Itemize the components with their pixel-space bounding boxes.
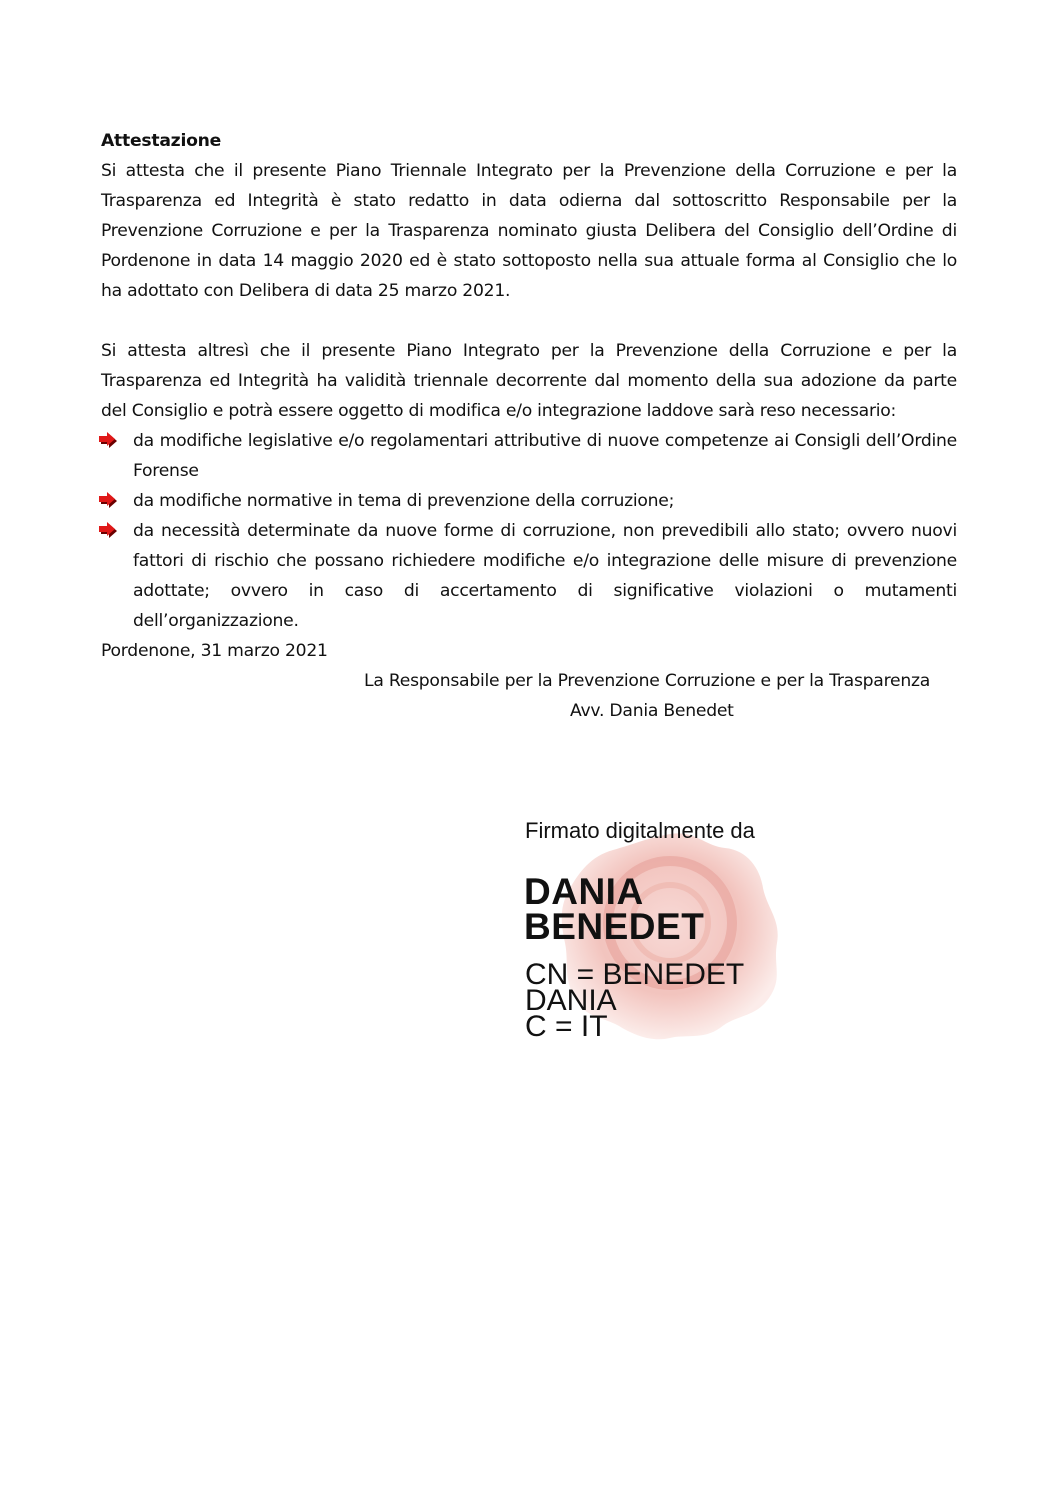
signature-country: C = IT [525, 1010, 608, 1043]
attestation-paragraph: Si attesta che il presente Piano Triennale Integrato per la Prevenzione della Corruzione e per la Trasparenza ed Integrità è stato redatto in data odierna dal sottoscritto Responsabile per la Prevenzione Corruzione e per la Trasparenza nominato giusta Delibera del Consiglio dell’Ordine di Pordenone in data 14 maggio 2020 ed è stato sottoposto nella sua attuale forma al Consiglio che lo ha adottato con Delibera di data 25 marzo 2021. [101, 161, 957, 301]
section-heading: Attestazione [101, 131, 222, 151]
place-date: Pordenone, 31 marzo 2021 [101, 641, 328, 661]
list-item-text: da modifiche normative in tema di prevenzione della corruzione; [133, 491, 675, 511]
signature-cn-continued: DANIA [525, 984, 617, 1017]
signer-lastname: BENEDET [524, 906, 705, 947]
conditions-list [101, 426, 957, 636]
red-arrow-icon [99, 522, 119, 538]
red-arrow-icon [99, 492, 119, 508]
signer-fullname [524, 871, 705, 947]
signer-firstname: DANIA [524, 871, 644, 912]
signer-name: Avv. Dania Benedet [570, 701, 734, 721]
list-item-text: da necessità determinate da nuove forme di corruzione, non prevedibili allo stato; ovvero nuovi fattori di rischio che possano richiedere modifiche e/o integrazione delle misure di prevenzione adottate; ovvero in caso di accertamento di significative violazioni o mutamenti dell’organizzazione. [133, 521, 957, 631]
list-item [101, 486, 957, 516]
document-body [101, 126, 957, 666]
red-arrow-icon [99, 432, 119, 448]
list-item-text: da modifiche legislative e/o regolamentari attributive di nuove competenze ai Consigli dell’Ordine Forense [133, 431, 957, 481]
paragraph-spacer [101, 306, 957, 336]
signature-cn: CN = BENEDET [525, 958, 745, 991]
list-item [101, 426, 957, 486]
digital-signature [520, 810, 820, 1060]
signature-details [525, 958, 745, 1043]
signature-caption: Firmato digitalmente da [525, 818, 755, 843]
list-item [101, 516, 957, 636]
validity-paragraph: Si attesta altresì che il presente Piano Integrato per la Prevenzione della Corruzione e per la Trasparenza ed Integrità ha validità triennale decorrente dal momento della sua adozione da parte del Consiglio e potrà essere oggetto di modifica e/o integrazione laddove sarà reso necessario: [101, 341, 957, 421]
signer-role: La Responsabile per la Prevenzione Corruzione e per la Trasparenza [364, 671, 931, 691]
